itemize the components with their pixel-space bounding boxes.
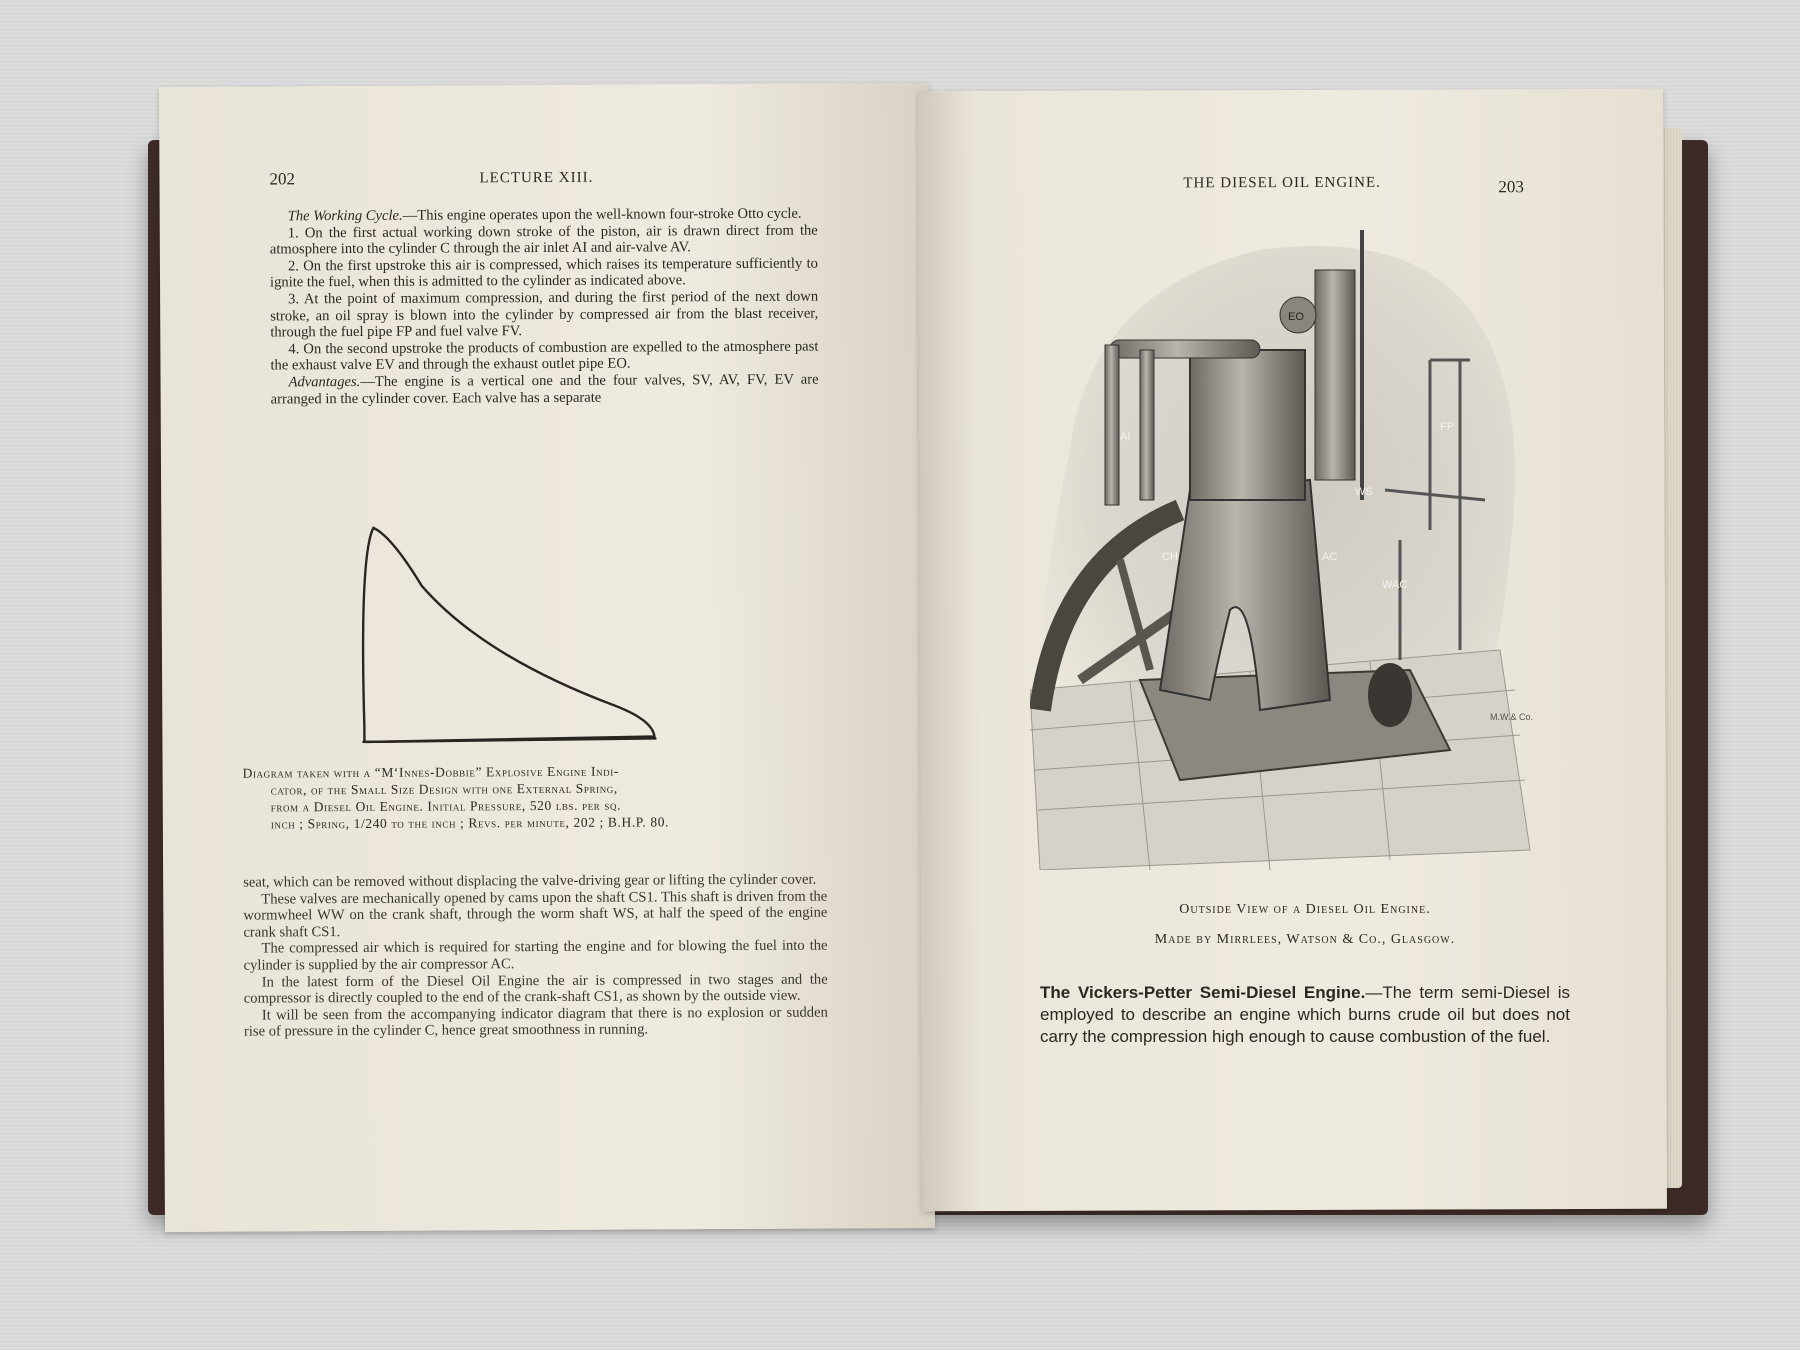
advantages-title: Advantages. — [288, 373, 361, 391]
label-ch: CH — [1162, 551, 1178, 563]
exhaust-pipe — [1110, 340, 1260, 358]
step-3: 3. At the point of maximum compression, and during the first period of the next down stroke, an oil spray is blown into the cylinder by compressed air from the blast receiver, through the fuel pipe FP and fuel valve FV. — [270, 288, 819, 341]
air-inlet-pipe — [1105, 345, 1119, 505]
valve-column — [1315, 270, 1355, 480]
vickers-paragraph — [1040, 982, 1570, 1048]
side-pipe — [1140, 350, 1154, 500]
right-page-number: 203 — [1498, 177, 1524, 197]
diagram-caption-line-3: from a Diesel Oil Engine. Initial Pressure, 520 lbs. per sq. — [270, 797, 622, 815]
left-page — [159, 83, 935, 1232]
vickers-title: The Vickers-Petter Semi-Diesel Engine. — [1040, 983, 1366, 1002]
diagram-caption — [243, 761, 843, 832]
left-text-bottom — [243, 872, 828, 1041]
plate-caption-1: Outside View of a Diesel Oil Engine. — [1179, 902, 1431, 917]
cylinder — [1190, 350, 1305, 500]
label-ac: AC — [1322, 551, 1338, 563]
label-wac: WAC — [1382, 579, 1408, 591]
step-2: 2. On the first upstroke this air is compressed, which raises its temperature sufficiently to ignite the fuel, when this is admitted to the cylinder as indicated above. — [269, 255, 818, 291]
label-fp: FP — [1440, 421, 1455, 433]
diagram-caption-line-4: inch ; Spring, 1/240 to the inch ; Revs. per minute, 202 ; B.H.P. 80. — [270, 814, 670, 832]
working-cycle-text: —This engine operates upon the well-known four-stroke Otto cycle. — [402, 205, 802, 224]
step-1: 1. On the first actual working down stroke of the piston, air is drawn direct from the atmosphere into the cylinder C through the air inlet AI and air-valve AV. — [269, 222, 818, 258]
indicator-diagram — [351, 514, 682, 756]
step-4: 4. On the second upstroke the products of combustion are expelled to the atmosphere past the exhaust valve EV and through the exhaust outlet pipe EO. — [270, 338, 819, 374]
diagram-caption-line-2: cator, of the Small Size Design with one External Spring, — [270, 780, 618, 798]
label-ai: AI — [1120, 431, 1131, 443]
continued-latest-form: In the latest form of the Diesel Oil Engine the air is compressed in two stages and the compressor is directly coupled to the end of the crank-shaft CS1, as shown by the outside view. — [243, 971, 828, 1007]
working-cycle-title: The Working Cycle. — [287, 207, 403, 225]
continued-indicator: It will be seen from the accompanying indicator diagram that there is no explosion or sudden rise of pressure in the cylinder C, hence great smoothness in running. — [243, 1004, 828, 1040]
continued-compressed-air: The compressed air which is required for starting the engine and for blowing the fuel into the cylinder is supplied by the air compressor AC. — [243, 937, 828, 974]
left-page-number: 202 — [269, 169, 296, 189]
label-eo: EO — [1288, 311, 1304, 323]
continued-seat: seat, which can be removed without displacing the valve-driving gear or lifting the cylinder cover. — [243, 871, 817, 891]
fuel-pipe-rod — [1360, 230, 1364, 500]
inspection-opening — [1368, 663, 1412, 727]
diagram-caption-line-1: Diagram taken with a “M‘Innes-Dobbie” Explosive Engine Indi- — [242, 763, 619, 781]
label-ws: WS — [1355, 486, 1373, 498]
vickers-text: —The term semi-Diesel is employed to describe an engine which burns crude oil but does not carry the compression high enough to cause combustion of the fuel. — [1040, 983, 1570, 1046]
continued-valves: These valves are mechanically opened by cams upon the shaft CS1. This shaft is driven from the wormwheel WW on the crank shaft, through the worm shaft WS, at half the speed of the engine crank shaft CS1. — [243, 888, 828, 941]
advantages-text: —The engine is a vertical one and the four valves, SV, AV, FV, EV are arranged in the cylinder cover. Each valve has a separate — [270, 371, 819, 407]
left-running-head: LECTURE XIII. — [479, 169, 594, 187]
indicator-curve — [362, 526, 654, 742]
plate-caption-2: Made by Mirrlees, Watson & Co., Glasgow. — [1154, 932, 1456, 947]
left-text-top — [270, 206, 819, 408]
plate-signature: M.W.& Co. — [1490, 712, 1534, 722]
right-running-head: THE DIESEL OIL ENGINE. — [1183, 174, 1381, 192]
engine-engraving — [1030, 230, 1560, 870]
